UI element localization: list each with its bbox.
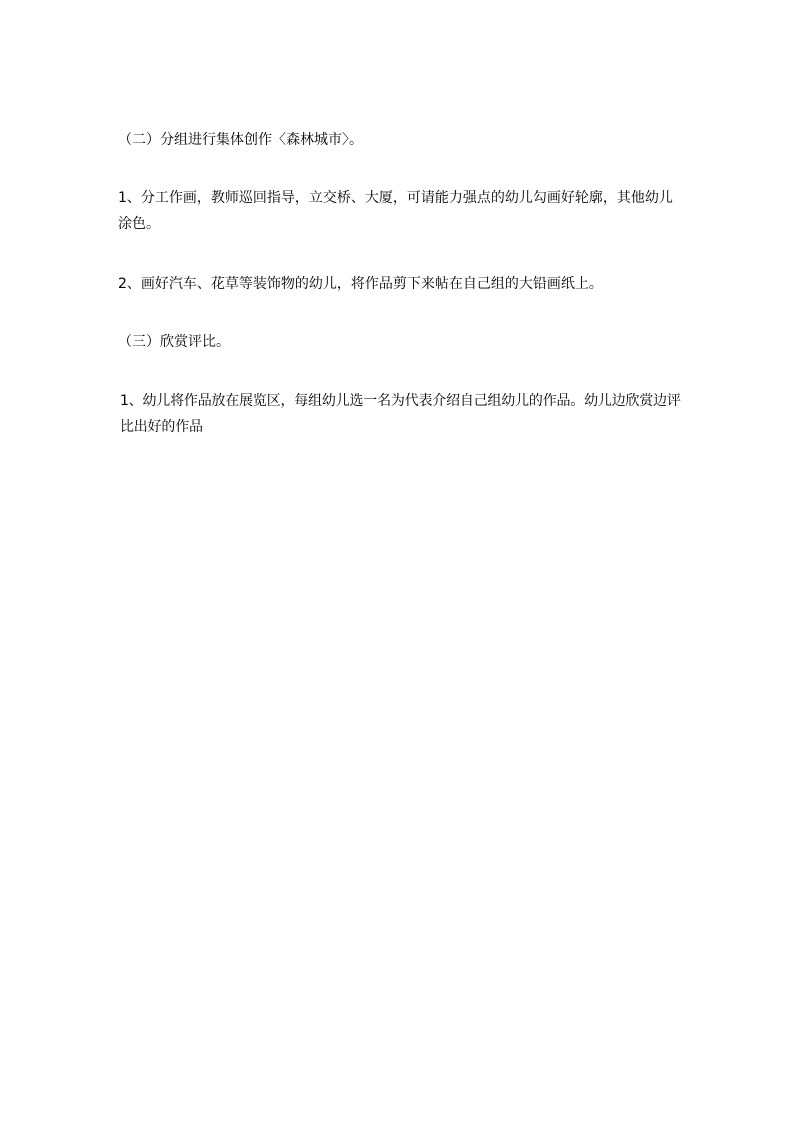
section-heading-appreciation: （三）欣赏评比。 <box>118 334 230 350</box>
paragraph-step-2: 2、画好汽车、花草等装饰物的幼儿，将作品剪下来帖在自己组的大铅画纸上。 <box>118 276 603 292</box>
paragraph-appreciation-step-1: 1、幼儿将作品放在展览区，每组幼儿选一名为代表介绍自己组幼儿的作品。幼儿边欣赏边评比出好的作品 <box>120 393 681 435</box>
section-heading-group-creation: （二）分组进行集体创作〈森林城市〉。 <box>118 132 363 148</box>
paragraph-step-1: 1、分工作画，教师巡回指导，立交桥、大厦，可请能力强点的幼儿勾画好轮廓，其他幼儿涂色。 <box>118 190 673 232</box>
